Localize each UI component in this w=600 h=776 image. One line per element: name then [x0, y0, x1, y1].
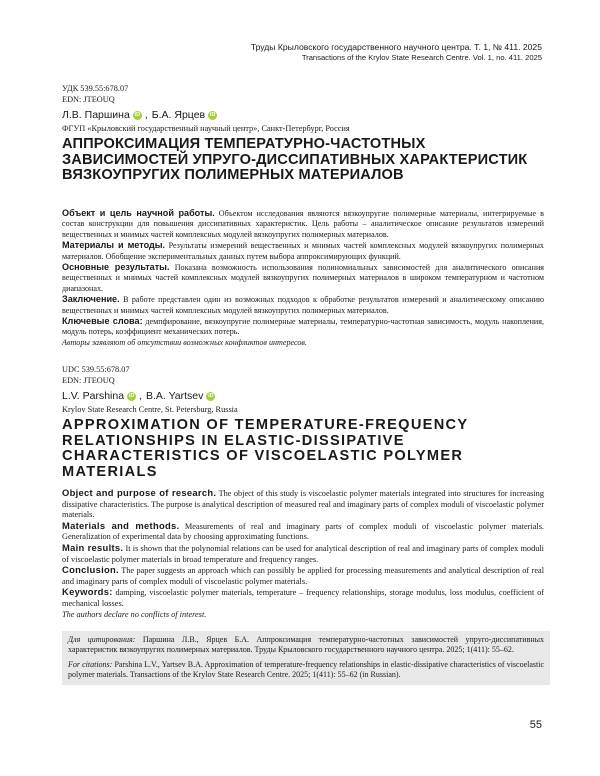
article-title-en: APPROXIMATION OF TEMPERATURE-FREQUENCY RELATIONSHIPS IN ELASTIC-DISSIPATIVE CHARACTERISTICS OF VISCOELASTIC POLYMER MATERIALS — [62, 417, 469, 480]
journal-line-ru: Труды Крыловского государственного научного центра. Т. 1, № 411. 2025 — [250, 42, 542, 52]
abstract-conclusion — [62, 565, 544, 587]
section-text: Объектом исследования являются вязкоупругие полимерные материалы, интегрируемые в состав конструкции для повышения диссипативных характеристик. Цель работы – аналитическое описание результатов измерений вещественных и мнимых частей комплексных модулей вязкоупругих полимерных материалов. — [62, 209, 544, 239]
section-text: В работе представлен один из возможных подходов к обработке результатов измерений и аналитическому описанию вещественных и мнимых частей комплексных модулей вязкоупругих полимерных материалов. — [62, 295, 545, 315]
section-label: Заключение. — [62, 294, 120, 305]
section-text: демпфирование, вязкоупругие полимерные материалы, температурно-частотная зависимость, модуль накопления, модуль потерь, коэффициент механических потерь. — [62, 317, 545, 337]
section-label: Материалы и методы. — [62, 240, 166, 251]
abstract-conclusion — [62, 294, 544, 316]
conflict-note: Авторы заявляют об отсутствии возможных конфликтов интересов. — [62, 337, 307, 347]
abstract-results — [62, 262, 544, 294]
page-number: 55 — [529, 719, 542, 731]
abstract-keywords — [62, 587, 544, 609]
author-separator: , — [144, 109, 148, 121]
udk-code: УДК 539.55:678.07 — [62, 84, 129, 93]
citation-text: Parshina L.V., Yartsev B.A. Approximation of temperature-frequency relationships in elastic-dissipative characteristics of viscoelastic polymer materials. Transactions of the Krylov State Research Centre. 2025; 1(411): 55–62 (in Russian). — [68, 660, 545, 679]
en-meta — [62, 365, 544, 416]
author-name: Б.А. Ярцев — [151, 109, 206, 121]
abstract-objective — [62, 488, 544, 521]
udc-code: UDC 539.55:678.07 — [62, 365, 130, 374]
orcid-icon[interactable]: iD — [134, 112, 141, 118]
section-text: The object of this study is viscoelastic polymer materials integrated into structures for increasing dissipative characteristics. The purpose is analytical description of measured real and imaginary parts of complex moduli of viscoelastic polymer materials. — [62, 489, 544, 520]
author-list — [62, 109, 544, 122]
orcid-icon[interactable]: iD — [208, 393, 214, 399]
citation-box — [62, 631, 550, 685]
citation-ru — [68, 635, 544, 655]
section-text: Measurements of real and imaginary parts of complex moduli of viscoelastic polymer materials. Generalization of experimental data by choosing approximating functions. — [62, 521, 545, 542]
abstract-results — [62, 543, 544, 565]
edn-code: EDN: JTEOUQ — [62, 375, 115, 385]
citation-label: For citations: — [68, 660, 113, 669]
conflict-note: The authors declare no conflicts of interest. — [62, 609, 207, 619]
article-title: АППРОКСИМАЦИЯ ТЕМПЕРАТУРНО-ЧАСТОТНЫХ ЗАВИСИМОСТЕЙ УПРУГО-ДИССИПАТИВНЫХ ХАРАКТЕРИСТИК ВЯЗКОУПРУГИХ ПОЛИМЕРНЫХ МАТЕРИАЛОВ — [62, 136, 528, 184]
abstract-methods — [62, 521, 544, 543]
edn-code: EDN: JTEOUQ — [62, 94, 115, 104]
abstract-methods — [62, 240, 544, 262]
citation-en — [68, 660, 544, 680]
author-name: Л.В. Паршина — [62, 109, 130, 121]
orcid-icon[interactable]: iD — [209, 112, 216, 118]
citation-label: Для цитирования: — [68, 635, 136, 644]
section-label: Main results. — [62, 541, 124, 553]
section-label: Keywords: — [62, 586, 113, 598]
section-text: It is shown that the polynomial relations can be used for analytical description of real and imaginary parts of complex moduli of viscoelastic polymer materials in broad temperature and frequency ranges. — [62, 543, 544, 564]
orcid-icon[interactable]: iD — [128, 393, 135, 399]
section-label: Materials and methods. — [62, 519, 180, 531]
abstract-ru — [62, 208, 544, 348]
section-text: damping, viscoelastic polymer materials, temperature – frequency relationships, storage modulus, loss modulus, coefficient of mechanical losses. — [62, 588, 544, 608]
abstract-keywords — [62, 316, 544, 338]
ru-meta — [62, 84, 544, 135]
citation-text: Паршина Л.В., Ярцев Б.А. Аппроксимация температурно-частотных зависимостей упруго-диссипативных характеристик вязкоупругих полимерных материалов. Труды Крыловского государственного научного центра. 2025; 1(411): 55–62. — [68, 635, 545, 654]
author-name: B.A. Yartsev — [146, 390, 204, 402]
running-head — [251, 42, 542, 63]
abstract-objective — [62, 208, 544, 240]
section-label: Основные результаты. — [62, 262, 170, 273]
section-label: Объект и цель научной работы. — [62, 208, 215, 218]
section-text: The paper suggests an approach which can possibly be applied for processing measurements and analytical description of real and imaginary parts of complex moduli of viscoelastic polymer materials. — [62, 566, 544, 586]
journal-line-en: Transactions of the Krylov State Research Centre. Vol. 1, no. 411. 2025 — [301, 53, 542, 62]
author-name: L.V. Parshina — [62, 390, 125, 402]
abstract-en — [62, 488, 544, 620]
affiliation: ФГУП «Крыловский государственный научный центр», Санкт-Петербург, Россия — [62, 124, 350, 133]
section-label: Conclusion. — [62, 564, 119, 576]
author-separator: , — [139, 390, 142, 402]
author-list — [62, 390, 544, 403]
section-text: Показана возможность использования полиномиальных зависимостей для аналитического описания вещественных и мнимых частей комплексных модулей вязкоупругих полимерных материалов в широком температурном и частотном диапазонах. — [62, 263, 545, 293]
section-label: Ключевые слова: — [62, 316, 143, 327]
section-text: Результаты измерений вещественных и мнимых частей комплексных модулей вязкоупругих полимерных материалов. Обобщение экспериментальных данных путем выбора аппроксимирующих функций. — [62, 241, 544, 261]
affiliation: Krylov State Research Centre, St. Petersburg, Russia — [62, 405, 238, 414]
section-label: Object and purpose of research. — [62, 487, 217, 498]
